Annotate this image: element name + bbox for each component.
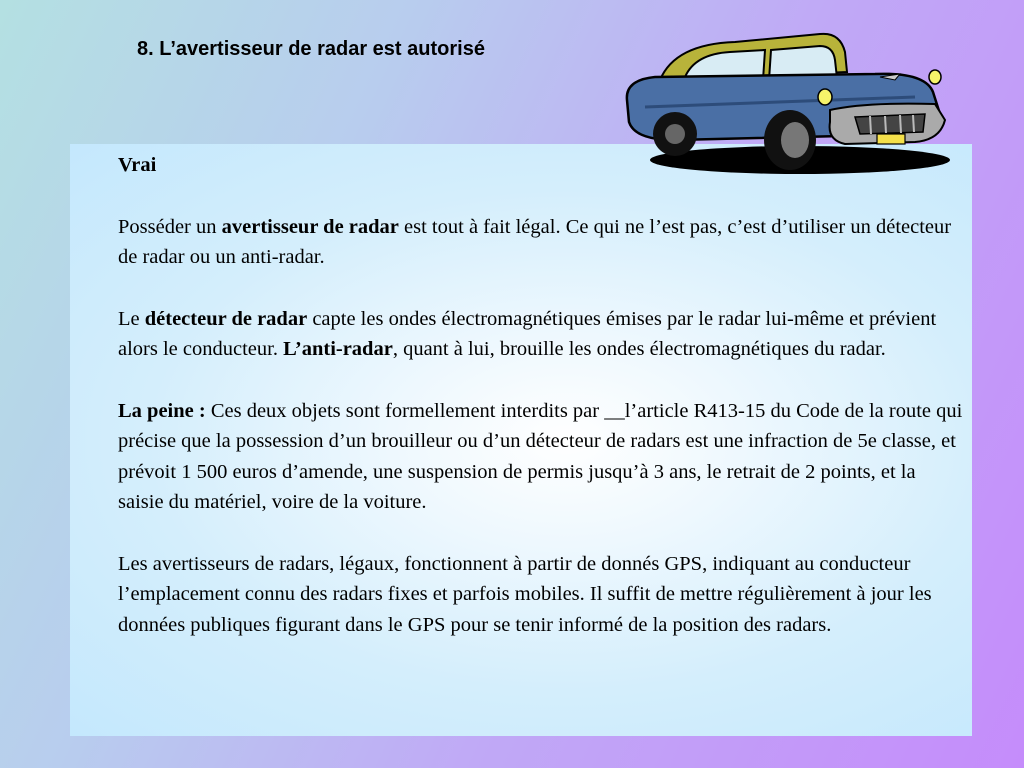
slide-title: 8. L’avertisseur de radar est autorisé <box>137 38 485 60</box>
paragraph-gps: Les avertisseurs de radars, légaux, fonctionnent à partir de donnés GPS, indiquant au conducteur l’emplacement connu des radars fixes et parfois mobiles. Il suffit de mettre régulièrement à jour les données publiques figurant dans le GPS pour se tenir informé de la position des radars. <box>118 552 932 636</box>
answer-verdict: Vrai <box>118 154 157 176</box>
answer-text <box>118 150 963 640</box>
paragraph-detecteur: Le détecteur de radar capte les ondes électromagnétiques émises par le radar lui-même et prévient alors le conducteur. L’anti-radar, quant à lui, brouille les ondes électromagnétiques du radar. <box>118 307 937 360</box>
paragraph-peine: La peine : Ces deux objets sont formellement interdits par __l’article R413-15 du Code de la route qui précise que la possession d’un brouilleur ou d’un détecteur de radars est une infraction de 5e classe, et prévoit 1 500 euros d’amende, une suspension de permis jusqu’à 3 ans, le retrait de 2 points, et la saisie du matériel, voire de la voiture. <box>118 399 963 513</box>
paragraph-avertisseur: Posséder un avertisseur de radar est tout à fait légal. Ce qui ne l’est pas, c’est d’utiliser un détecteur de radar ou un anti-radar. <box>118 215 952 268</box>
